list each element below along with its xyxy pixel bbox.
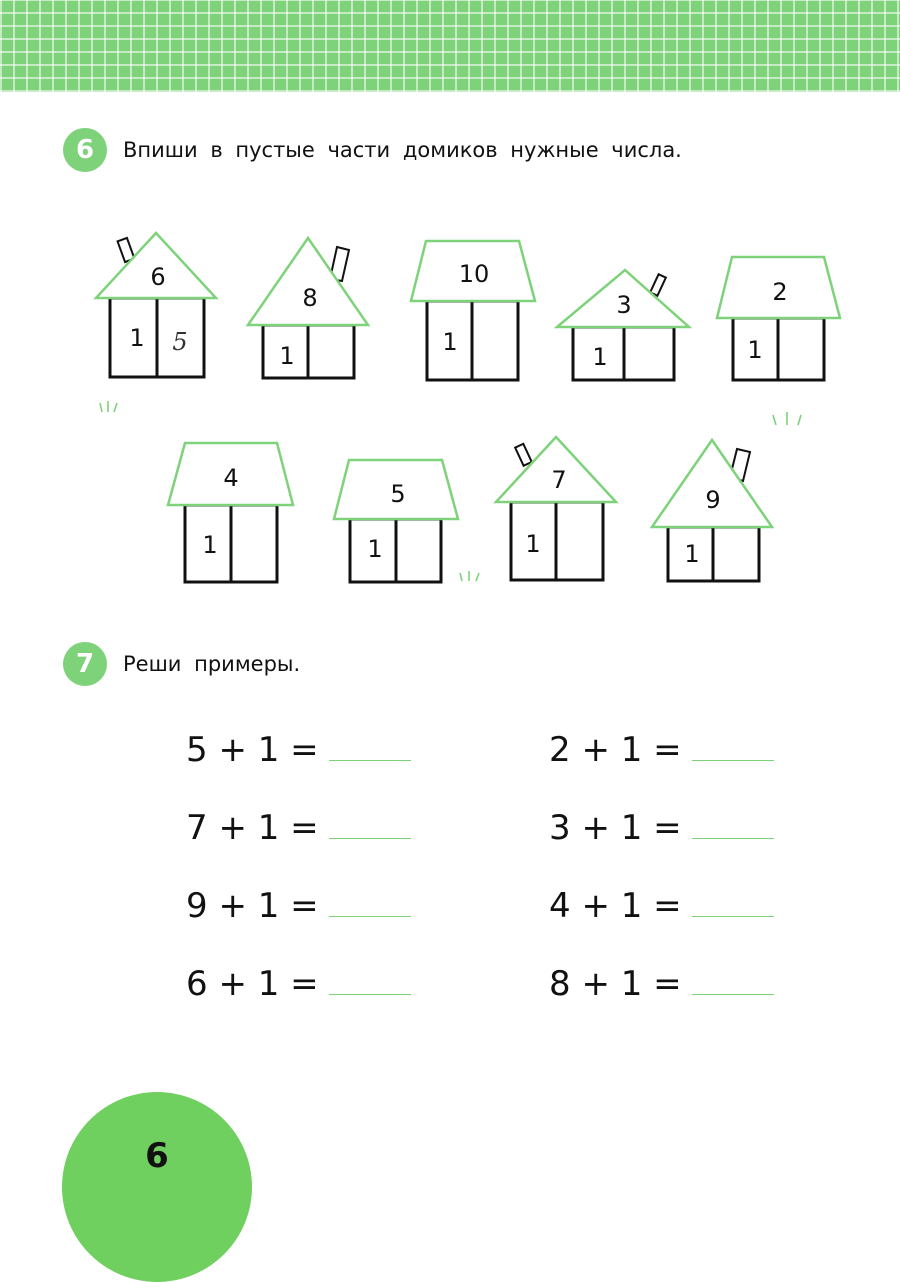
equation-text: 5 + 1 =	[186, 730, 319, 770]
roof-number: 8	[302, 284, 318, 312]
answer-line[interactable]	[329, 964, 411, 995]
house	[411, 241, 535, 380]
roof-number: 6	[150, 263, 166, 291]
equation	[549, 886, 774, 926]
equation-text: 3 + 1 =	[549, 808, 682, 848]
equation	[186, 808, 411, 848]
right-window-answer[interactable]: 5	[172, 328, 188, 356]
equation	[186, 964, 411, 1004]
answer-line[interactable]	[329, 808, 411, 839]
chimney	[515, 444, 532, 466]
task-6-badge: 6	[63, 128, 107, 172]
equation-text: 7 + 1 =	[186, 808, 319, 848]
equation-text: 4 + 1 =	[549, 886, 682, 926]
house	[96, 233, 216, 377]
left-window-number: 1	[129, 324, 145, 352]
house	[334, 460, 458, 582]
equation	[186, 886, 411, 926]
answer-line[interactable]	[329, 730, 411, 761]
house	[652, 440, 772, 581]
house	[496, 437, 616, 580]
chimney	[650, 274, 666, 296]
roof-number: 3	[616, 291, 632, 319]
equation	[549, 964, 774, 1004]
left-window-number: 1	[525, 530, 541, 558]
task-7-instruction: Реши примеры.	[123, 652, 301, 676]
equation	[186, 730, 411, 770]
answer-line[interactable]	[692, 730, 774, 761]
equation	[549, 730, 774, 770]
roof-number: 5	[390, 480, 406, 508]
equation-text: 8 + 1 =	[549, 964, 682, 1004]
equation-text: 6 + 1 =	[186, 964, 319, 1004]
task-7-badge: 7	[63, 642, 107, 686]
grass-tuft	[460, 571, 479, 581]
page-number: 6	[145, 1136, 169, 1176]
answer-line[interactable]	[329, 886, 411, 917]
house	[248, 238, 368, 378]
houses-illustration	[0, 0, 900, 640]
task-6-instruction: Впиши в пустые части домиков нужные числа.	[123, 138, 682, 162]
house	[557, 270, 689, 380]
house	[168, 443, 293, 582]
answer-line[interactable]	[692, 886, 774, 917]
left-window-number: 1	[202, 531, 218, 559]
left-window-number: 1	[684, 540, 700, 568]
roof-number: 7	[551, 466, 567, 494]
answer-line[interactable]	[692, 964, 774, 995]
left-window-number: 1	[592, 343, 608, 371]
roof-number: 9	[705, 486, 721, 514]
equation	[549, 808, 774, 848]
roof-number: 10	[458, 260, 490, 288]
grass-tuft	[100, 401, 117, 412]
left-window-number: 1	[367, 535, 383, 563]
grass-tuft	[773, 412, 801, 425]
equation-text: 2 + 1 =	[549, 730, 682, 770]
left-window-number: 1	[279, 342, 295, 370]
roof-number: 2	[772, 278, 788, 306]
house	[717, 257, 840, 380]
left-window-number: 1	[442, 328, 458, 356]
left-window-number: 1	[747, 336, 763, 364]
answer-line[interactable]	[692, 808, 774, 839]
equation-text: 9 + 1 =	[186, 886, 319, 926]
page-number-circle	[62, 1092, 252, 1282]
roof-number: 4	[223, 464, 239, 492]
